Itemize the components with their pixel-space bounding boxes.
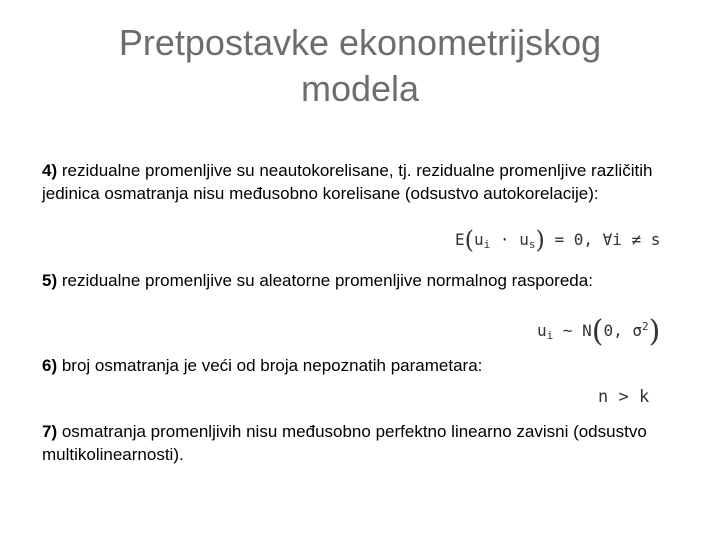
assumption-text: rezidualne promenljive su neautokorelisane, tj. rezidualne promenljive različitih jedinica osmatranja nisu međusobno korelisane (odsustvo autokorelacije): — [42, 161, 653, 203]
assumption-text: broj osmatranja je veći od broja nepoznatih parametara: — [57, 356, 483, 375]
assumption-number: 4) — [42, 161, 58, 180]
assumption-5 — [42, 270, 682, 293]
assumption-text: rezidualne promenljive su aleatorne promenljive normalnog rasporeda: — [57, 271, 593, 290]
assumption-text: osmatranja promenljivih nisu međusobno perfektno linearno zavisni (odsustvo multikolinearnosti). — [42, 422, 647, 464]
assumption-number: 7) — [42, 422, 58, 441]
title-line-2: modela — [300, 68, 420, 109]
assumption-7 — [42, 421, 682, 466]
formula-no-autocorrelation: $E(u_i \cdot u_s) = 0$, ∀i ≠ s — [455, 226, 661, 254]
formula-normal-distribution: $u_i$ ~ N(0, $\sigma^2$) — [537, 314, 661, 349]
title-line-1: Pretpostavke ekonometrijskog — [118, 22, 602, 63]
assumption-number: 5) — [42, 271, 58, 290]
slide-title — [0, 20, 720, 112]
assumption-4 — [42, 160, 682, 205]
assumption-6 — [42, 355, 682, 378]
formula-n-greater-k: n > k — [598, 387, 650, 407]
assumption-number: 6) — [42, 356, 58, 375]
